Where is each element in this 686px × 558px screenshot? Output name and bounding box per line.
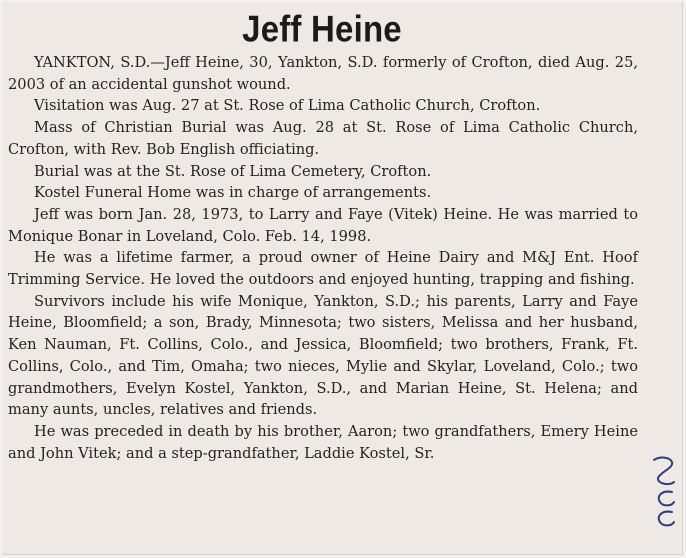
paragraph-visitation: Visitation was Aug. 27 at St. Rose of Lima Catholic Church, Crofton.: [34, 97, 541, 115]
obituary-body: [8, 52, 638, 464]
obituary-headline: Jeff Heine: [242, 8, 402, 50]
obituary-clipping: [2, 2, 683, 555]
paragraph-preceded: He was preceded in death by his brother, Aaron; two grandfathers, Emery Heine and John Vitek; and a step-grandfather, Laddie Kostel, Sr.: [8, 422, 638, 462]
paragraph-mass: Mass of Christian Burial was Aug. 28 at St. Rose of Lima Catholic Church, Crofton, with Rev. Bob English officiating.: [8, 119, 638, 158]
paragraph-birth-marriage: Jeff was born Jan. 28, 1973, to Larry and Faye (Vitek) Heine. He was married to Monique Bonar in Loveland, Colo. Feb. 14, 1998.: [8, 205, 638, 245]
paragraph-survivors: Survivors include his wife Monique, Yankton, S.D.; his parents, Larry and Faye Heine, Bloomfield; a son, Brady, Minnesota; two sisters, Melissa and her husband, Ken Nauman, Ft. Collins, Colo., and Jessica, Bloomfield; two brothers, Frank, Ft. Collins, Colo., and Tim, Omaha; two nieces, Mylie and Skylar, Loveland, Colo.; two grandmothers, Evelyn Kostel, Yankton, S.D., and Marian Heine, St. Helena; and many aunts, uncles, relatives and friends.: [8, 292, 638, 419]
handwritten-mark: [650, 454, 680, 534]
paragraph-funeral-home: Kostel Funeral Home was in charge of arrangements.: [34, 184, 432, 202]
paragraph-occupation: He was a lifetime farmer, a proud owner of Heine Dairy and M&J Ent. Hoof Trimming Service. He loved the outdoors and enjoyed hunting, trapping and fishing.: [8, 249, 638, 289]
paragraph-burial: Burial was at the St. Rose of Lima Cemetery, Crofton.: [34, 162, 432, 180]
paragraph-dateline: YANKTON, S.D.—Jeff Heine, 30, Yankton, S.D. formerly of Crofton, died Aug. 25, 2003 of an accidental gunshot wound.: [8, 54, 638, 93]
